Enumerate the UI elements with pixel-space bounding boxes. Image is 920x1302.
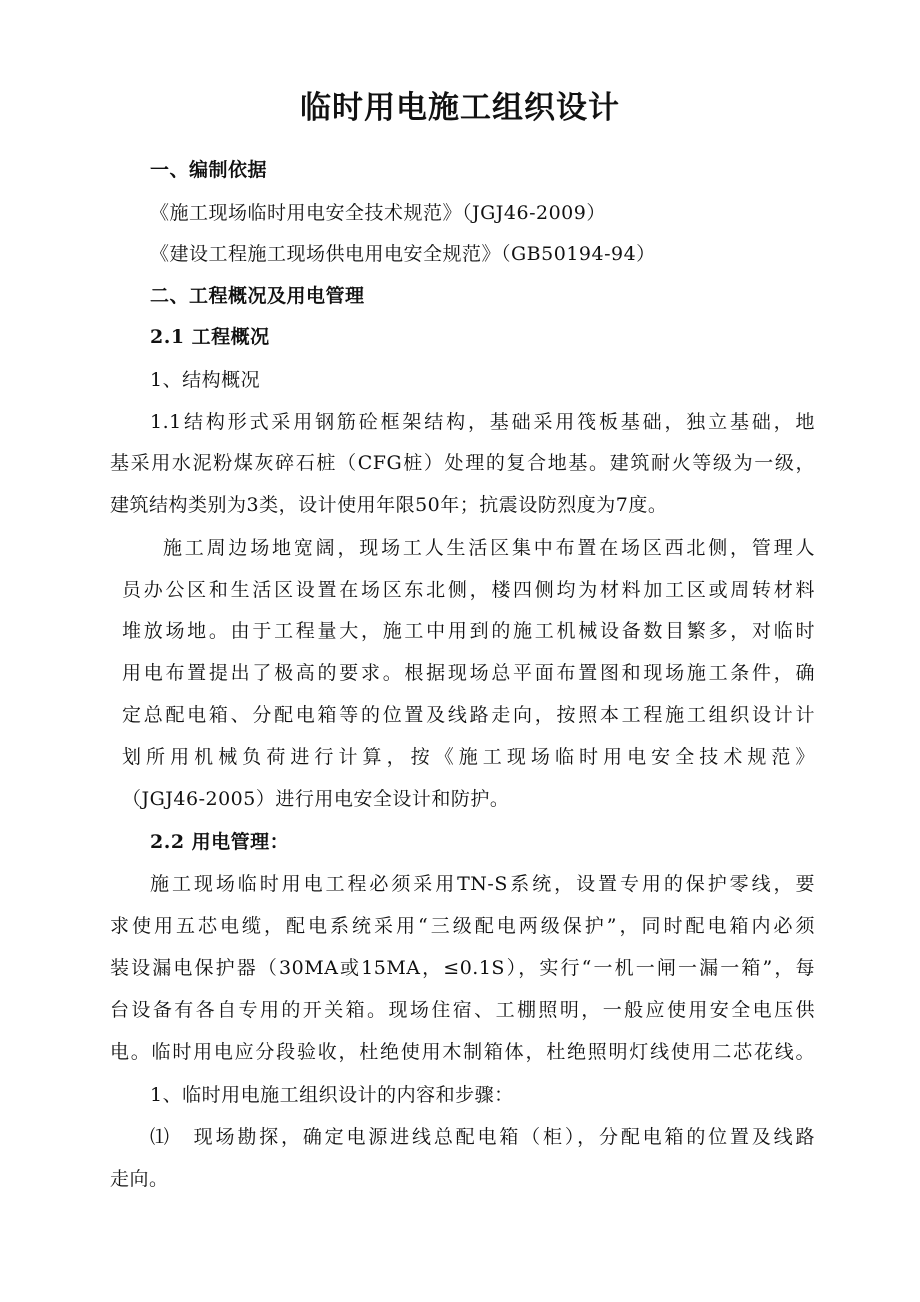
paragraph-line: 用电布置提出了极高的要求。根据现场总平面布置图和现场施工条件，确 xyxy=(122,662,815,684)
section-heading-overview: 二、工程概况及用电管理 xyxy=(150,285,365,307)
subsection-heading-2-2: 2.2 用电管理： xyxy=(150,831,290,853)
paragraph-line: 施工周边场地宽阔，现场工人生活区集中布置在场区西北侧，管理人 xyxy=(163,537,815,559)
step-item-continuation: 走向。 xyxy=(110,1168,169,1190)
reference-jgj46: 《施工现场临时用电安全技术规范》（JGJ46-2009） xyxy=(150,202,606,224)
subsection-heading-2-1: 2.1 工程概况 xyxy=(150,326,270,348)
reference-gb50194: 《建设工程施工现场供电用电安全规范》（GB50194-94） xyxy=(150,243,656,265)
paragraph-line: 员办公区和生活区设置在场区东北侧，楼四侧均为材料加工区或周转材料 xyxy=(122,579,815,601)
paragraph-line: （JGJ46-2005）进行用电安全设计和防护。 xyxy=(122,788,510,810)
item-heading-steps: 1、临时用电施工组织设计的内容和步骤： xyxy=(150,1084,514,1106)
paragraph-line: 1.1结构形式采用钢筋砼框架结构，基础采用筏板基础，独立基础，地 xyxy=(150,411,815,433)
paragraph-line: 基采用水泥粉煤灰碎石桩（CFG桩）处理的复合地基。建筑耐火等级为一级， xyxy=(110,452,815,474)
paragraph-line: 装设漏电保护器（30MA或15MA，≤0.1S），实行“一机一闸一漏一箱”，每 xyxy=(110,957,815,979)
section-heading-basis: 一、编制依据 xyxy=(150,159,268,181)
paragraph-line: 堆放场地。由于工程量大，施工中用到的施工机械设备数目繁多，对临时 xyxy=(122,620,815,642)
paragraph-line: 求使用五芯电缆，配电系统采用“三级配电两级保护”，同时配电箱内必须 xyxy=(110,915,815,937)
paragraph-line: 台设备有各自专用的开关箱。现场住宿、工棚照明，一般应使用安全电压供 xyxy=(110,999,815,1021)
item-heading-structure: 1、结构概况 xyxy=(150,369,261,391)
paragraph-line: 定总配电箱、分配电箱等的位置及线路走向，按照本工程施工组织设计计 xyxy=(122,704,815,726)
paragraph-line: 电。临时用电应分段验收，杜绝使用木制箱体，杜绝照明灯线使用二芯花线。 xyxy=(110,1041,815,1063)
document-title: 临时用电施工组织设计 xyxy=(300,90,620,126)
step-item: ⑴ 现场勘探，确定电源进线总配电箱（柜），分配电箱的位置及线路 xyxy=(150,1126,815,1148)
paragraph-line: 建筑结构类别为3类，设计使用年限50年；抗震设防烈度为7度。 xyxy=(110,494,668,516)
paragraph-line: 施工现场临时用电工程必须采用TN-S系统，设置专用的保护零线，要 xyxy=(150,873,815,895)
paragraph-line: 划所用机械负荷进行计算，按《施工现场临时用电安全技术规范》 xyxy=(122,746,815,768)
